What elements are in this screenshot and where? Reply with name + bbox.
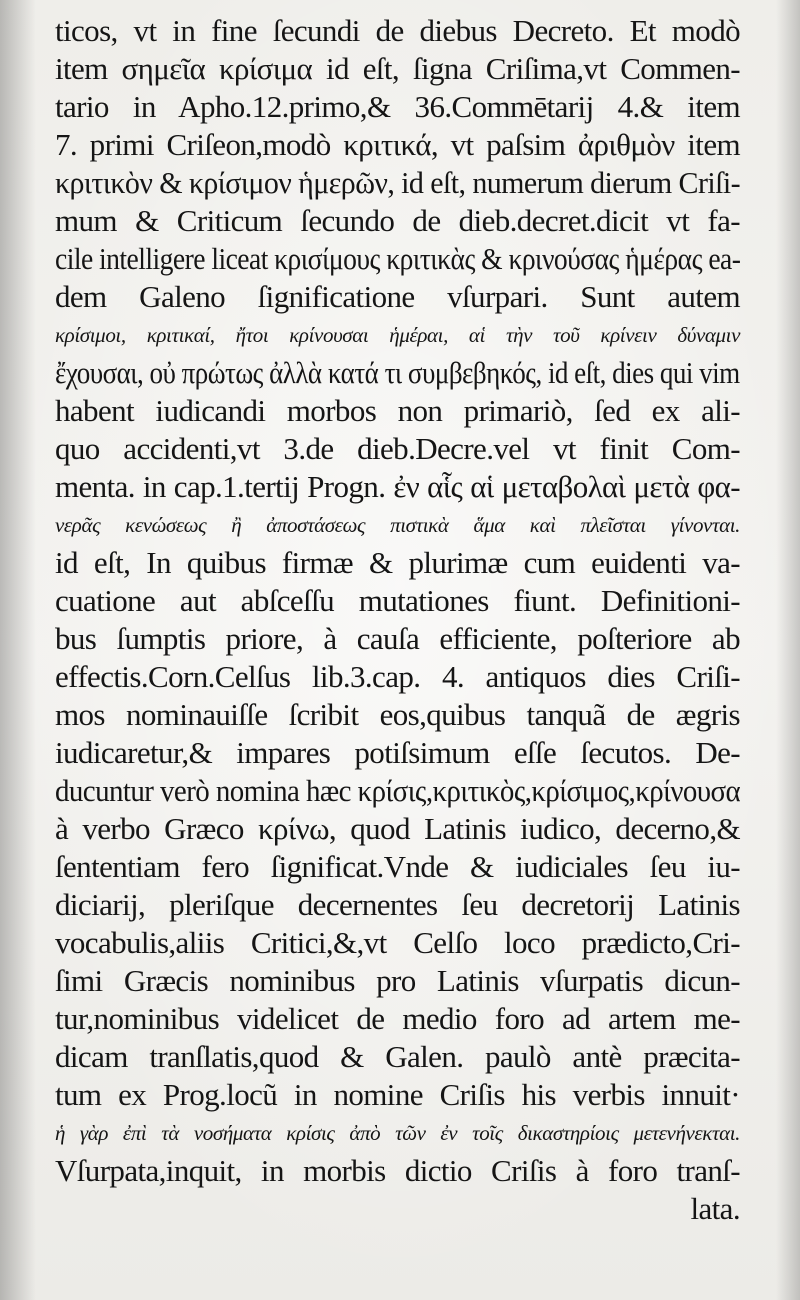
text-line: id eſt, In quibus firmæ & plurimæ cum euidenti va- bbox=[55, 545, 740, 580]
text-line: tum ex Prog.locũ in nomine Criſis his verbis innuit· bbox=[55, 1077, 740, 1112]
text-line: vocabulis,aliis Critici,&,vt Celſo loco prædicto,Cri- bbox=[55, 925, 740, 960]
text-line: item σημεῖα κρίσιμα id eſt, ſigna Criſima,vt Commen- bbox=[55, 51, 740, 86]
page-edge-shadow bbox=[776, 0, 800, 1300]
text-line: bus ſumptis priore, à cauſa efficiente, poſteriore ab bbox=[55, 621, 740, 656]
text-line: ticos, vt in fine ſecundi de diebus Decreto. Et modò bbox=[55, 13, 740, 48]
text-line: κριτικὸν & κρίσιμον ἡμερῶν, id eſt, numerum dierum Criſi- bbox=[55, 165, 741, 200]
text-line: dem Galeno ſignificatione vſurpari. Sunt autem bbox=[55, 279, 740, 314]
text-line: habent iudicandi morbos non primariò, ſed ex ali- bbox=[55, 393, 740, 428]
text-line: ſimi Græcis nominibus pro Latinis vſurpatis dicun- bbox=[55, 963, 740, 998]
text-line: menta. in cap.1.tertij Progn. ἐν αἷς αἱ μεταβολαὶ μετὰ φα- bbox=[55, 469, 740, 504]
text-line: cuatione aut abſceſſu mutationes fiunt. Definitioni- bbox=[55, 583, 740, 618]
text-line: effectis.Corn.Celſus lib.3.cap. 4. antiquos dies Criſi- bbox=[55, 659, 740, 694]
text-line: 7. primi Criſeon,modò κριτικά, vt paſsim ἀριθμὸν item bbox=[55, 127, 740, 162]
text-line: ἔχουσαι, οὐ πρώτως ἀλλὰ κατά τι συμβεβηκός, id eſt, dies qui vim bbox=[55, 355, 740, 390]
text-line: quo accidenti,vt 3.de dieb.Decre.vel vt finit Com- bbox=[55, 431, 740, 466]
text-line: tur,nominibus videlicet de medio foro ad artem me- bbox=[55, 1001, 740, 1036]
greek-text-line: ἡ γὰρ ἐπὶ τὰ νοσήματα κρίσις ἀπὸ τῶν ἐν τοῖς δικαστηρίοις μετενήνεκται. bbox=[55, 1121, 740, 1145]
text-line: cile intelligere liceat κρισίμους κριτικὰς & κρινούσας ἡμέρας ea- bbox=[55, 241, 741, 276]
text-line: mos nominauiſſe ſcribit eos,quibus tanquã de ægris bbox=[55, 697, 740, 732]
text-line: iudicaretur,& impares potiſsimum eſſe ſecutos. De- bbox=[55, 735, 740, 770]
text-line: à verbo Græco κρίνω, quod Latinis iudico, decerno,& bbox=[55, 811, 740, 846]
text-line: ducuntur verò nomina hæc κρίσις,κριτικὸς,κρίσιμος,κρίνουσα bbox=[55, 773, 741, 808]
body-text bbox=[55, 12, 740, 1228]
text-line: mum & Criticum ſecundo de dieb.decret.dicit vt fa- bbox=[55, 203, 740, 238]
text-line: ſententiam fero ſignificat.Vnde & iudiciales ſeu iu- bbox=[55, 849, 740, 884]
text-line: Vſurpata,inquit, in morbis dictio Criſis à foro tranſ- bbox=[55, 1153, 740, 1188]
text-line: diciarij, pleriſque decernentes ſeu decretorij Latinis bbox=[55, 887, 740, 922]
greek-text-line: νερᾶς κενώσεως ἢ ἀποστάσεως πιστικὰ ἅμα καὶ πλεῖσται γίνονται. bbox=[55, 513, 740, 537]
catchword: lata. bbox=[690, 1191, 740, 1226]
binding-shadow bbox=[0, 0, 36, 1300]
text-line: dicam tranſlatis,quod & Galen. paulò antè præcita- bbox=[55, 1039, 740, 1074]
greek-text-line: κρίσιμοι, κριτικαί, ἤτοι κρίνουσαι ἡμέραι, αἱ τὴν τοῦ κρίνειν δύναμιν bbox=[55, 323, 740, 347]
text-line: tario in Apho.12.primo,& 36.Commētarij 4.& item bbox=[55, 89, 740, 124]
